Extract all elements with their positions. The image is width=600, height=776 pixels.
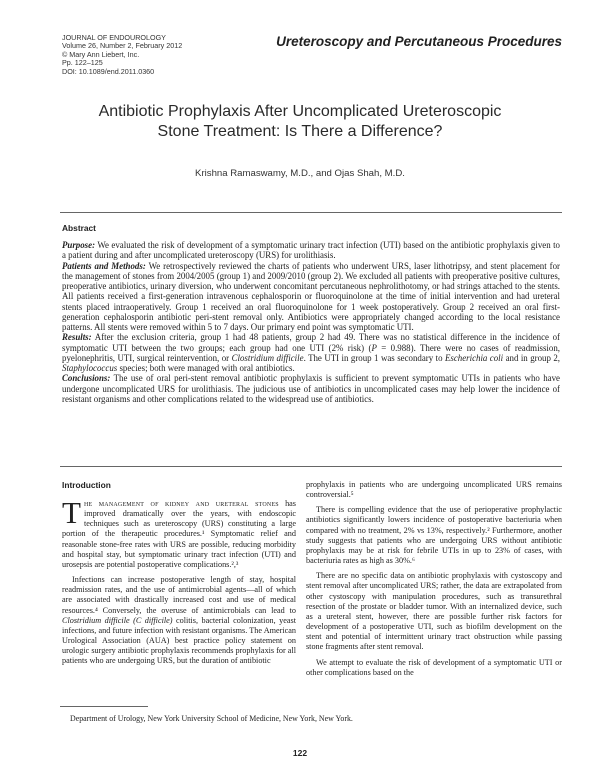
right-paragraph-3: We attempt to evaluate the risk of development of a symptomatic UTI or other complications based on the xyxy=(306,657,562,677)
results-p: P xyxy=(371,342,377,353)
title-line-1: Antibiotic Prophylaxis After Uncomplicated Ureteroscopic xyxy=(98,103,502,120)
introduction-heading: Introduction xyxy=(62,480,111,490)
page-number: 122 xyxy=(292,748,308,758)
results-staph: Staphylococcus xyxy=(62,363,118,373)
intro-p2-text-b: colitis, bacterial colonization, yeast infections, and future infection with resistant organisms. The American Urological Association (AUA) best practice policy statement on urologic surgery antibiotic prophylaxis recommends prophylaxis for all patients who are undergoing URS, but the duration of antibiotic xyxy=(62,615,296,666)
right-paragraph-1: There is compelling evidence that the use of perioperative prophylactic antibiotics significantly lowers incidence of postoperative bacteriuria when compared with no treatment, 2% vs 13%, respectively.² Furthermore, another study suggests that patients who are undergoing URS without antibiotic prophylaxis may be at risk for febrile UTIs in up to 23% of cases, with bacteriuria rates as high as 30%.⁶ xyxy=(306,505,562,566)
journal-volume: Volume 26, Number 2, February 2012 xyxy=(62,41,183,51)
right-paragraph-0: prophylaxis in patients who are undergoing uncomplicated URS remains controversial.⁵ xyxy=(306,480,562,500)
intro-p1-text: has improved dramatically over the years, with endoscopic techniques such as ureteroscopy (URS) constituting a large portion of the therapeutic procedures.¹ Symptomatic relief and reasonable stone-free rates with URS are possible, reducing morbidity and hospital stay, but symptomatic urinary tract infection (UTI) and urosepsis are potential postoperative complications.²,³ xyxy=(62,499,296,569)
intro-p2-cdiff: Clostridium difficile (C difficile) xyxy=(62,615,173,625)
results-text-c: . The UTI in group 1 was secondary to xyxy=(303,352,445,363)
results-ecoli: Escherichia coli xyxy=(444,352,504,363)
abstract-methods xyxy=(62,261,560,333)
article-title xyxy=(60,102,540,142)
abstract-conclusions xyxy=(62,373,560,404)
results-cdiff: Clostridium difficile xyxy=(231,352,304,363)
title-line-2: Stone Treatment: Is There a Difference? xyxy=(157,123,443,140)
divider-top xyxy=(60,212,562,213)
drop-cap: T xyxy=(62,495,81,530)
abstract-purpose xyxy=(62,240,560,261)
methods-text: We retrospectively reviewed the charts of patients who underwent URS, laser lithotripsy, and stent placement for the management of stones from 2004/2005 (group 1) and 2009/2010 (group 2). We excluded all patients with preoperative positive cultures, preoperative antibiotics, urinary diversion, who underwent concomitant percutaneous nephrolithotomy, or had strings attached to the stents. All patients received a first-generation intravenous cephalosporin or fluoroquinolone at the time of initial intervention and had ureteral stents placed intraoperatively. Group 1 received an oral fluoroquinolone for 1 week postoperatively. Group 2 received an oral first-generation cephalosporin antibiotic peri-stent removal only. Antibiotics were appropriately changed according to the local resistance patterns. All stents were removed within 5 to 7 days. Our primary end point was symptomatic UTI. xyxy=(62,260,560,332)
affiliation-footnote: Department of Urology, New York University School of Medicine, New York, New York. xyxy=(70,714,353,723)
purpose-label: Purpose: xyxy=(62,240,96,250)
methods-label: Patients and Methods: xyxy=(62,260,146,271)
journal-copyright: © Mary Ann Liebert, Inc. xyxy=(62,49,140,59)
results-text-b: = 0.988). There were no cases of readmission, pyelonephritis, UTI, surgical reintervention, or xyxy=(62,342,560,363)
journal-meta xyxy=(62,34,252,76)
intro-paragraph-1 xyxy=(62,495,296,570)
journal-name: JOURNAL OF ENDOUROLOGY xyxy=(62,33,166,42)
conclusions-text: The use of oral peri-stent removal antibiotic prophylaxis is sufficient to prevent symptomatic UTIs in patients who have undergone uncomplicated URS for urolithiasis. The judicious use of antibiotics in uncomplicated cases may help lower the incidence of resistant organisms and other complications related to the widespread use of antibiotics. xyxy=(62,373,560,404)
intro-paragraph-2 xyxy=(62,575,296,666)
results-text-e: species; both were managed with oral antibiotics. xyxy=(117,363,295,373)
abstract-body xyxy=(62,240,560,404)
results-label: Results: xyxy=(62,332,92,343)
divider-bottom xyxy=(60,466,562,467)
abstract-heading: Abstract xyxy=(62,223,96,233)
journal-pages: Pp. 122–125 xyxy=(62,58,103,68)
right-paragraph-2: There are no specific data on antibiotic prophylaxis with cystoscopy and stent removal after uncomplicated URS; rather, the data are extrapolated from other cystoscopy with manipulation procedures, such as transurethral resection of the prostate or bladder tumor. With an internalized device, such as a ureteral stent, however, there are possible further risk factors for development of a postoperative UTI, such as biofilm development on the stent and potential of intermittent urinary tract obstruction while passing stone fragments after stent removal. xyxy=(306,571,562,652)
purpose-text: We evaluated the risk of development of a symptomatic urinary tract infection (UTI) based on the antibiotic prophylaxis given to a patient during and after uncomplicated ureteroscopy (URS) for urolithiasis. xyxy=(62,240,560,261)
results-text-d: and in group 2, xyxy=(503,352,560,363)
section-title: Ureteroscopy and Percutaneous Procedures xyxy=(276,34,562,49)
footnote-rule xyxy=(60,706,148,707)
intro-p2-text-a: Infections can increase postoperative length of stay, hospital readmission rates, and the use of antimicrobial agents—all of which are associated with drastically increased cost and use of medical resources.⁴ Conversely, the overuse of antimicrobials can lead to xyxy=(62,575,296,615)
abstract-results xyxy=(62,332,560,373)
column-right xyxy=(306,480,562,683)
conclusions-label: Conclusions: xyxy=(62,373,111,384)
journal-doi: DOI: 10.1089/end.2011.0360 xyxy=(62,66,155,76)
column-left xyxy=(62,495,296,672)
authors: Krishna Ramaswamy, M.D., and Ojas Shah, M.D. xyxy=(195,168,405,179)
results-text-a: After the exclusion criteria, group 1 had 48 patients, group 2 had 49. There was no statistical difference in the incidence of symptomatic UTI between the two groups; each group had one UTI (2% risk) ( xyxy=(62,332,560,353)
intro-lead-caps: he management of kidney and ureteral stones xyxy=(83,499,279,508)
